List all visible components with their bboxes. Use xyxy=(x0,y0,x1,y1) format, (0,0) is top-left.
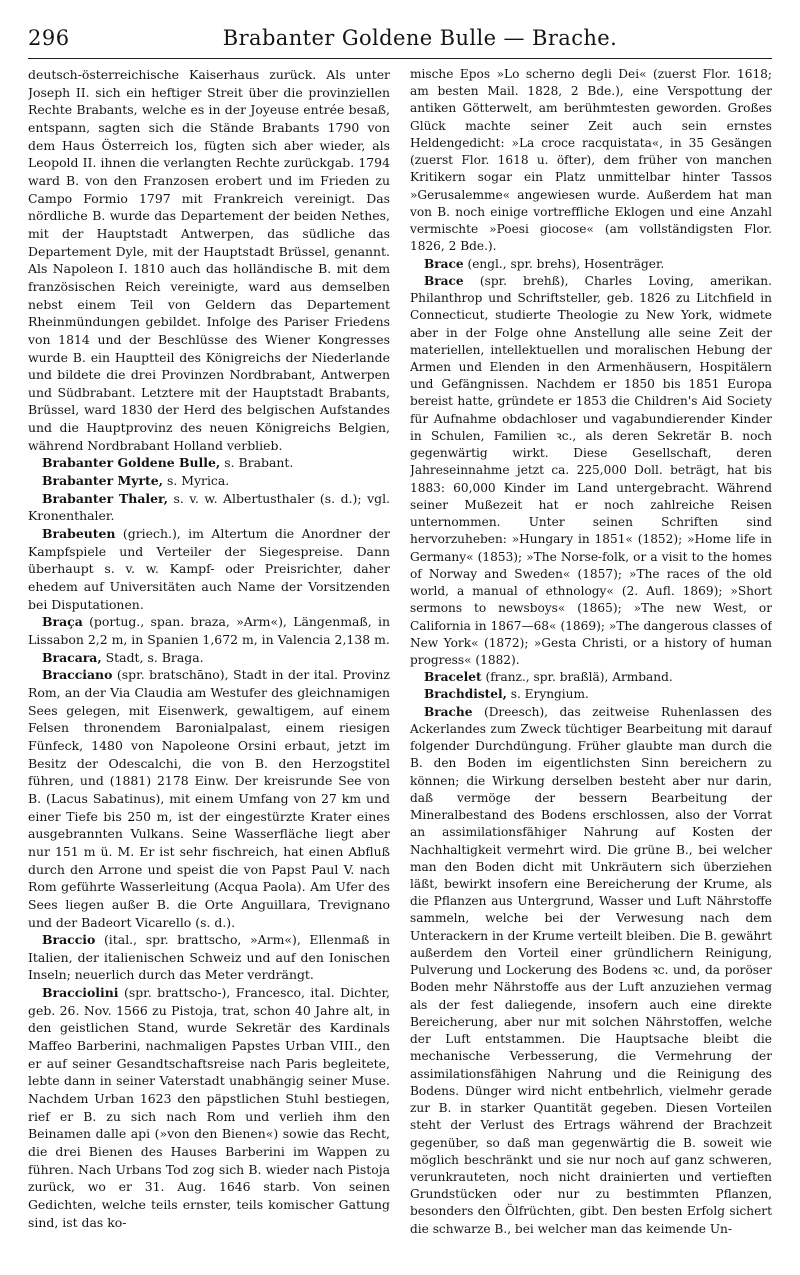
entry xyxy=(28,649,390,667)
entry xyxy=(28,490,390,525)
running-title: Brabanter Goldene Bulle — Brache. xyxy=(222,26,618,50)
entry xyxy=(28,613,390,648)
entry-headword: Bracara, xyxy=(42,649,102,665)
entry-text: (ital., spr. brattscho, »Arm«), Ellenmaß in Italien, der italienischen Schweiz und auf den Ionischen Inseln; neuerlich durch das Meter verdrängt. xyxy=(28,932,390,983)
entry-text: deutsch-österreichische Kaiserhaus zurück. Als unter Joseph II. sich ein heftiger Streit über die provinziellen Rechte Brabants, welche es in der Joyeuse entrée besaß, entspann, sagten sich die Stände Brabants 1790 von dem Haus Österreich los, fügten sich aber wieder, als Leopold II. ihnen die verlangten Rechte zurückgab. 1794 ward B. von den Franzosen erobert und im Frieden zu Campo Formio 1797 mit Frankreich vereinigt. Das nördliche B. wurde das Departement der beiden Nethes, mit der Hauptstadt Antwerpen, das südliche das Departement Dyle, mit der Hauptstadt Brüssel, genannt. Als Napoleon I. 1810 auch das holländische B. mit dem französischen Reich vereinigte, ward aus demselben nebst einem Teil von Geldern das Departement Rheinmündungen gebildet. Infolge des Pariser Friedens von 1814 und der Beschlüsse des Wiener Kongresses wurde B. ein Hauptteil des Königreichs der Niederlande und bildete die drei Provinzen Nordbrabant, Antwerpen und Südbrabant. Letztere mit der Hauptstadt Brabants, Brüssel, ward 1830 der Herd des belgischen Aufstandes und die Hauptprovinz des neuen Königreichs Belgien, während Nordbrabant Holland verblieb. xyxy=(28,67,390,453)
entry-headword: Braccio xyxy=(42,932,96,948)
entry-text: Stadt, s. Braga. xyxy=(101,649,204,665)
entry-headword: Bracciolini xyxy=(42,985,119,1001)
entry-text: (spr. brehß), Charles Loving, amerikan. Philanthrop und Schriftsteller, geb. 1826 zu Litchfield in Connecticut, studierte Theologie zu New York, widmete aber in der Folge ohne Anstellung alle seine Zeit der materiellen, intellektuellen und moralischen Hebung der Armen und Elenden in den Armenhäusern, Hospitälern und Gefängnissen. Nachdem er 1850 bis 1851 Europa bereist hatte, gründete er 1853 die Children's Aid Society für Aufnahme obdachloser und vagabundierender Kinder in Schulen, Familien ꝛc., als deren Sekretär B. noch gegenwärtig wirkt. Diese Gesellschaft, deren Jahreseinnahme jetzt ca. 225,000 Doll. beträgt, hat bis 1883: 60,000 Kinder im Land untergebracht. Während seiner Mußezeit hat er noch zahlreiche Reisen unternommen. Unter seinen Schriften sind hervorzuheben: »Hungary in 1851« (1852); »Home life in Germany« (1853); »The Norse-folk, or a visit to the homes of Norway and Sweden« (1857); »The races of the old world, a manual of ethnology« (2. Aufl. 1869); »Short sermons to newsboys« (1865); »The new West, or California in 1867—68« (1869); »The dangerous classes of New York« (1872); »Gesta Christi, or a history of human progress« (1882). xyxy=(410,273,772,667)
entry-headword: Brache xyxy=(424,704,473,719)
entry xyxy=(410,669,772,686)
entry-headword: Brabanter Myrte, xyxy=(42,473,163,489)
entry xyxy=(28,525,390,613)
entry xyxy=(28,984,390,1231)
entry-headword: Brace xyxy=(424,273,464,288)
entry-headword: Brabeuten xyxy=(42,526,116,542)
right-column xyxy=(410,66,772,1256)
entry-text: (spr. brattscho-), Francesco, ital. Dichter, geb. 26. Nov. 1566 zu Pistoja, trat, schon 40 Jahre alt, in den geistlichen Stand, wurde Sekretär des Kardinals Maffeo Barberini, nachmaligen Papstes Urban VIII., den er auf seiner Gesandtschaftsreise nach Paris begleitete, lebte dann in seiner Vaterstadt unabhängig seiner Muse. Nachdem Urban 1623 den päpstlichen Stuhl bestiegen, rief er B. zu sich nach Rom und verlieh ihm den Beinamen dalle api (»von den Bienen«) sowie das Recht, die drei Bienen des Hauses Barberini im Wappen zu führen. Nach Urbans Tod zog sich B. wieder nach Pistoja zurück, wo er 31. Aug. 1646 starb. Von seinen Gedichten, welche teils ernster, teils komischer Gattung sind, ist das ko- xyxy=(28,985,390,1230)
entry xyxy=(28,472,390,490)
entry xyxy=(410,256,772,273)
entry-headword: Bracelet xyxy=(424,670,482,685)
entry-continuation xyxy=(410,66,772,256)
entry xyxy=(28,666,390,931)
page-number: 296 xyxy=(28,26,70,50)
entry-text: s. Brabant. xyxy=(220,455,294,471)
entry-text: (engl., spr. brehs), Hosenträger. xyxy=(463,256,665,271)
entry xyxy=(28,454,390,472)
entry-text: s. Myrica. xyxy=(163,473,230,489)
entry-continuation xyxy=(28,66,390,454)
page-header xyxy=(28,22,772,59)
entry-text: (franz., spr. braßlä), Armband. xyxy=(481,670,673,685)
entry-text: mische Epos »Lo scherno degli Dei« (zuerst Flor. 1618; am besten Mail. 1828, 2 Bde.), eine Verspottung der antiken Götterwelt, am berühmtesten geworden. Großes Glück machte seiner Zeit auch sein ernstes Heldengedicht: »La croce racquistata«, in 35 Gesängen (zuerst Flor. 1618 u. öfter), dem früher von manchen Kritikern sogar ein Platz unmittelbar hinter Tassos »Gerusalemme« angewiesen wurde. Außerdem hat man von B. noch einige vortreffliche Eklogen und eine Anzahl vermischte »Poesi giocose« (am vollständigsten Flor. 1826, 2 Bde.). xyxy=(410,67,772,254)
entry-text: (griech.), im Altertum die Anordner der Kampfspiele und Verteiler der Siegespreise. Dann überhaupt s. v. w. Kampf- oder Preisrichter, daher ehedem auf Universitäten auch Name der Vorsitzenden bei Disputationen. xyxy=(28,526,390,612)
entry xyxy=(410,704,772,1238)
entry-headword: Bracciano xyxy=(42,667,113,683)
entry-text: s. Eryngium. xyxy=(506,687,589,702)
entry-headword: Braça xyxy=(42,614,83,630)
entry-headword: Brabanter Goldene Bulle, xyxy=(42,455,221,471)
dictionary-page xyxy=(28,22,772,1260)
entry-text: (portug., span. braza, »Arm«), Längenmaß, in Lissabon 2,2 m, in Spanien 1,672 m, in Valencia 2,138 m. xyxy=(28,614,390,647)
entry xyxy=(410,686,772,703)
entry-headword: Brabanter Thaler, xyxy=(42,490,169,506)
text-columns xyxy=(28,66,772,1256)
entry-text: (Dreesch), das zeitweise Ruhenlassen des Ackerlandes zum Zweck tüchtiger Bearbeitung mit darauf folgender Durchdüngung. Früher glaubte man durch die B. den Boden im eigentlichsten Sinn bereichern zu können; die Wirkung derselben besteht aber nur darin, daß vermöge der bessern Bearbeitung der Mineralbestand des Bodens erschlossen, also der Vorrat an assimilationsfähiger Nahrung auf Kosten der Nachhaltigkeit vermehrt wird. Die grüne B., bei welcher man den Boden dicht mit Unkräutern sich überziehen läßt, bewirkt insofern eine Bereicherung der Krume, als die Pflanzen aus Untergrund, Wasser und Luft Nährstoffe sammeln, welche bei der Verwesung nach dem Unterackern in der Krume verteilt bleiben. Die B. gewährt außerdem den Vorteil einer gründlichern Reinigung, Pulverung und Lockerung des Bodens ꝛc. und, da poröser Boden mehr Nährstoffe aus der Luft anzuziehen vermag als der fest daliegende, insofern auch eine direkte Bereicherung, aber nur mit solchen Nährstoffen, welche der Luft entstammen. Die Hauptsache bleibt die mechanische Verbesserung, die Vermehrung der assimilationsfähigen Nahrung und die Reinigung des Bodens. Dünger wird nicht entbehrlich, vielmehr gerade zur B. in starker Quantität gegeben. Diesen Vorteilen steht der Verlust des Ertrags während der Brachzeit gegenüber, so daß man gegenwärtig die B. soweit wie möglich beschränkt und sie nur noch auf ganz schweren, verunkrauteten, noch nicht drainierten und vertieften Grundstücken oder nur zu bestimmten Pflanzen, besonders den Ölfrüchten, gibt. Den besten Erfolg sichert die schwarze B., bei welcher man das keimende Un- xyxy=(410,704,772,1236)
entry-text: s. v. w. Albertusthaler (s. d.); vgl. Kronenthaler. xyxy=(28,490,390,524)
entry-headword: Brachdistel, xyxy=(424,687,507,702)
left-column xyxy=(28,66,390,1256)
entry xyxy=(28,931,390,984)
entry xyxy=(410,273,772,669)
entry-text: (spr. bratschāno), Stadt in der ital. Provinz Rom, an der Via Claudia am Westufer des gleichnamigen Sees gelegen, mit Eisenwerk, gewaltigem, auf einem Felsen thronendem Baronialpalast, einem riesigen Fünfeck, 1480 von Napoleone Orsini erbaut, jetzt im Besitz der Odescalchi, die von B. den Herzogstitel führen, und (1881) 2178 Einw. Der kreisrunde See von B. (Lacus Sabatinus), mit einem Umfang von 27 km und einer Tiefe bis 250 m, ist der eingestürzte Krater eines ausgebrannten Vulkans. Seine Wasserfläche liegt aber nur 151 m ü. M. Er ist sehr fischreich, hat einen Abfluß durch den Arrone und speist die von Papst Paul V. nach Rom geführte Wasserleitung (Acqua Paola). Am Ufer des Sees liegen außer B. die Orte Anguillara, Trevignano und der Badeort Vicarello (s. d.). xyxy=(28,667,390,930)
entry-headword: Brace xyxy=(424,256,464,271)
